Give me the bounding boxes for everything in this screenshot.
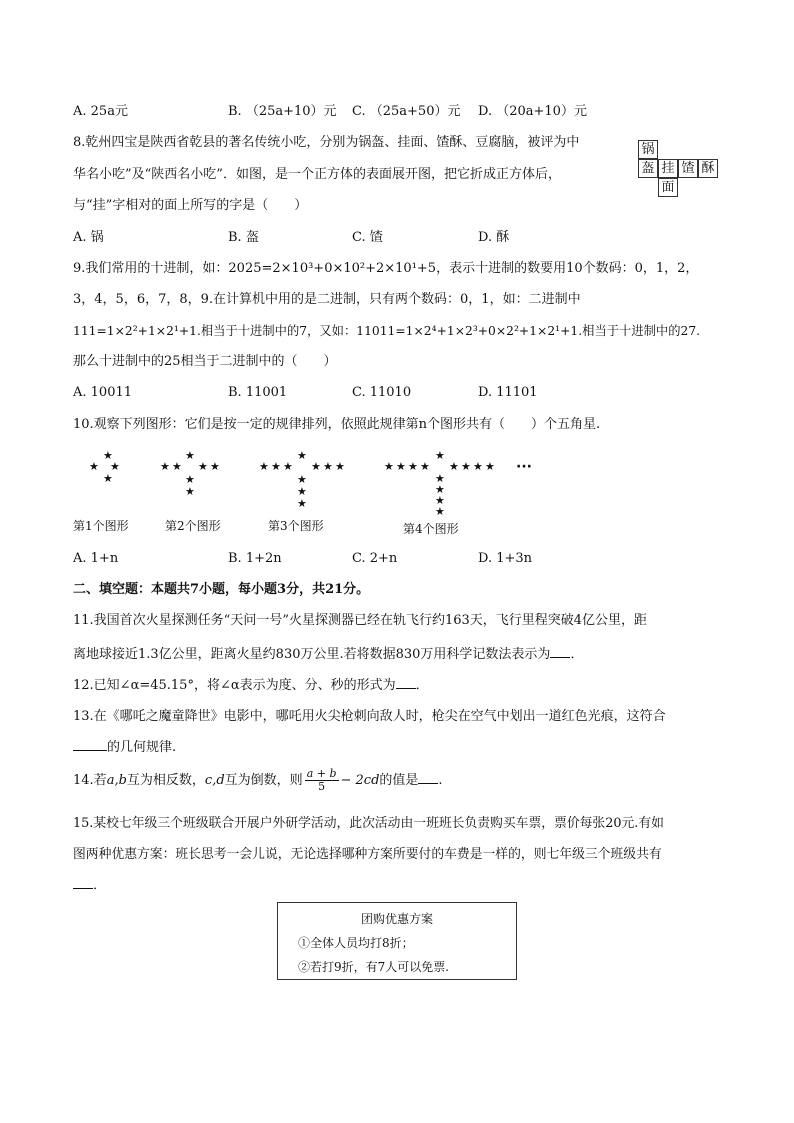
star-icon: ★ [297,497,307,510]
q12-text-main: 12.已知∠α=45.15°，将∠α表示为度、分、秒的形式为 [73,678,396,693]
star-icon: ★ [435,505,445,518]
discount-scheme-box [277,902,517,980]
q7-option-c: C. （25a+50）元 [352,104,461,119]
q14-text-part: 的值是 [379,773,419,788]
q10-option-d: D. 1+3n [478,551,533,566]
figure-label-3: 第3个图形 [268,519,324,533]
figure-label-4: 第4个图形 [403,522,459,536]
q15-end-mark: ． [93,878,107,893]
q9-text-line4: 那么十进制中的25相当于二进制中的（ ） [73,354,337,369]
net-cell-gua: 挂 [658,159,678,178]
q9-option-a: A. 10011 [73,385,133,400]
star-icon: ★ [160,460,170,473]
q14-text-part: 互为倒数，则 [224,773,303,788]
q14-var-cd: c,d [204,773,225,788]
discount-option-2: ②若打9折，有7人可以免票. [298,960,450,974]
ellipsis-dots: ··· [516,459,532,475]
q11-text-line2 [73,645,583,665]
star-icon: ★ [198,460,208,473]
q10-text-line1: 10.观察下列图形：它们是按一定的规律排列，依照此规律第n个图形共有（ ）个五角星. [73,417,601,432]
q15-text-line1: 15.某校七年级三个班级联合开展户外研学活动，此次活动由一班班长负责购买车票，票价每张20元.有如 [73,816,664,831]
q9-text-line3: 111=1×2²+1×2¹+1.相当于十进制中的7，又如：11011=1×2⁴+1×2³+0×2²+1×2¹+1.相当于十进制中的27. [73,324,701,338]
q11-text-line2-main: 离地球接近1.3亿公里，距离火星约830万公里.若将数据830万用科学记数法表示为 [73,647,551,662]
star-icon: ★ [461,460,471,473]
q11-end-mark: ． [570,647,584,662]
star-icon: ★ [485,460,495,473]
star-icon: ★ [435,483,445,496]
q9-text-line1: 9.我们常用的十进制，如：2025=2×10³+0×10²+2×10¹+5，表示十进制的数要用10个数码：0，1，2， [73,261,699,276]
answer-blank [73,738,107,751]
q14-text-part: 互为相反数， [126,773,205,788]
cube-net-figure [636,140,720,200]
section-heading-fill-blank: 二、填空题：本题共7小题，每小题3分，共21分。 [73,582,370,597]
q14-text [73,766,443,796]
q11-text-line1: 11.我国首次火星探测任务“天问一号”火星探测器已经在轨飞行约163天，飞行里程突破4亿公里，距 [73,613,648,628]
star-icon: ★ [420,460,430,473]
q13-text-line2 [73,738,176,758]
star-icon: ★ [185,473,195,486]
q8-text-line2: 华名小吃”及“陕西名小吃”．如图，是一个正方体的表面展开图，把它折成正方体后， [73,167,561,182]
fraction-numerator: a + b [306,767,337,780]
net-cell-su: 酥 [698,159,718,178]
q15-text-line3 [73,876,106,896]
q8-option-b: B. 盔 [228,230,259,245]
star-icon: ★ [297,485,307,498]
answer-blank [550,645,570,658]
discount-box-title: 团购优惠方案 [360,912,433,926]
q9-option-d: D. 11101 [478,385,538,400]
answer-blank [396,676,416,689]
q8-option-c: C. 馇 [352,230,383,245]
q7-option-a: A. 25a元 [73,104,128,119]
q10-option-b: B. 1+2n [228,551,282,566]
star-icon: ★ [435,472,445,485]
star-icon: ★ [311,460,321,473]
star-pattern-figures [73,446,535,518]
star-icon: ★ [297,473,307,486]
q8-option-d: D. 酥 [478,230,510,245]
net-cell-kui: 盔 [638,159,658,178]
net-cell-mian: 面 [658,178,678,197]
q7-option-b: B. （25a+10）元 [228,104,337,119]
star-icon: ★ [185,449,195,462]
star-icon: ★ [259,460,269,473]
q12-text [73,676,429,696]
star-icon: ★ [103,449,113,462]
q14-end-mark: . [438,773,443,788]
star-icon: ★ [335,460,345,473]
q9-option-c: C. 11010 [352,385,412,400]
star-icon: ★ [283,460,293,473]
star-icon: ★ [473,460,483,473]
q13-text-line2-main: 的几何规律. [107,740,177,755]
star-icon: ★ [103,472,113,485]
q14-expression-tail: − 2cd [340,773,380,788]
q7-option-d: D. （20a+10）元 [478,104,587,119]
star-icon: ★ [384,460,394,473]
q14-text-part: 14.若 [73,773,107,788]
star-icon: ★ [396,460,406,473]
star-icon: ★ [172,460,182,473]
star-icon: ★ [271,460,281,473]
star-icon: ★ [185,485,195,498]
fraction-denominator: 5 [318,780,326,793]
net-cell-guo: 锅 [638,140,658,159]
star-icon: ★ [89,460,99,473]
figure-label-2: 第2个图形 [165,519,221,533]
q9-option-b: B. 11001 [228,385,288,400]
q8-text-line1: 8.乾州四宝是陕西省乾县的著名传统小吃，分别为锅盔、挂面、馇酥、豆腐脑，被评为中 [73,135,580,150]
q9-text-line2: 3，4，5，6，7，8，9.在计算机中用的是二进制，只有两个数码：0，1，如：二进制中 [73,292,581,307]
star-icon: ★ [323,460,333,473]
q12-end-mark: ． [415,678,429,693]
figure-label-1: 第1个图形 [73,519,129,533]
q8-option-a: A. 锅 [73,230,104,245]
star-icon: ★ [435,494,445,507]
q14-var-ab: a,b [106,773,127,788]
q10-option-a: A. 1+n [73,551,119,566]
q14-fraction [305,768,339,793]
star-icon: ★ [435,449,445,462]
answer-blank [418,771,438,784]
q13-text-line1: 13.在《哪吒之魔童降世》电影中，哪吒用火尖枪刺向敌人时，枪尖在空气中划出一道红色光痕，这符合 [73,709,666,724]
answer-blank [73,876,93,889]
star-icon: ★ [449,460,459,473]
q10-option-c: C. 2+n [352,551,398,566]
discount-option-1: ①全体人员均打8折； [298,936,414,950]
q15-text-line2: 图两种优惠方案：班长思考一会儿说，无论选择哪种方案所要付的车费是一样的，则七年级三个班级共有 [73,847,662,862]
net-cell-zha: 馇 [678,159,698,178]
q8-text-line3: 与“挂”字相对的面上所写的字是（ ） [73,198,308,213]
star-icon: ★ [408,460,418,473]
star-icon: ★ [110,460,120,473]
star-icon: ★ [297,449,307,462]
star-icon: ★ [210,460,220,473]
